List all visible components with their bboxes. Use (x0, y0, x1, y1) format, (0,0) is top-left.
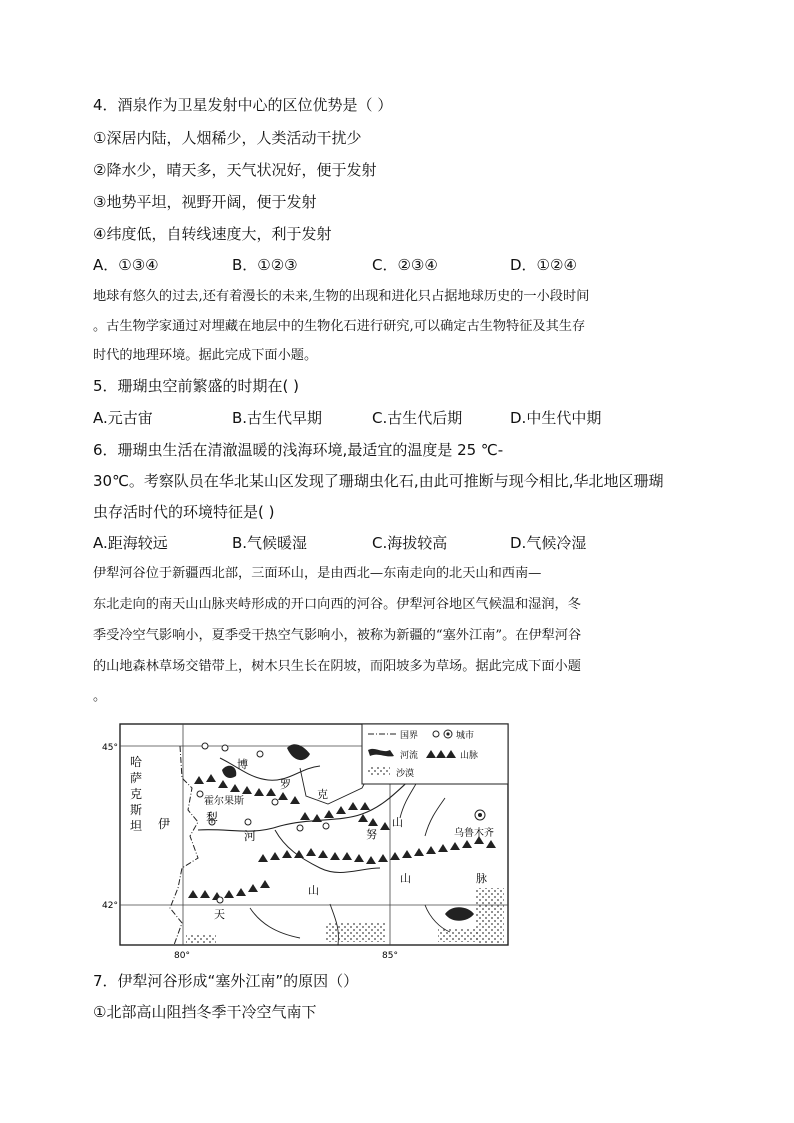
city-2 (222, 745, 228, 751)
label-shan-2: 山 (308, 884, 319, 897)
label-urumqi: 乌鲁木齐 (454, 828, 494, 839)
country-si: 斯 (130, 803, 143, 817)
river-south-2 (425, 905, 450, 932)
label-mai: 脉 (476, 872, 487, 885)
lon-85-label: 85° (382, 951, 398, 961)
q5-option-b: B.古生代早期 (232, 409, 323, 427)
legend-desert: 沙漠 (396, 769, 415, 779)
q7-item-1: ①北部高山阻挡冬季干冷空气南下 (93, 1003, 317, 1021)
map-legend (362, 724, 508, 784)
passage2-line-1: 伊犁河谷位于新疆西北部，三面环山，是由西北—东南走向的北天山和西南— (93, 566, 542, 581)
q6-line-2: 30℃。考察队员在华北某山区发现了珊瑚虫化石,由此可推断与现今相比,华北地区珊瑚 (93, 472, 664, 490)
q6-option-c: C.海拔较高 (372, 534, 448, 552)
q4-option-a: A．①③④ (93, 256, 159, 274)
city-urumqi-dot (478, 813, 482, 817)
q6-line-1: 6．珊瑚虫生活在清澈温暖的浅海环境,最适宜的温度是 25 ℃- (93, 441, 504, 459)
label-nu: 努 (366, 828, 377, 841)
legend-mountain: 山脉 (460, 751, 479, 761)
q5-option-c: C.古生代后期 (372, 409, 463, 427)
q4-item-4: ④纬度低，自转线速度大，利于发射 (93, 225, 332, 243)
q5-stem: 5．珊瑚虫空前繁盛的时期在( ) (93, 377, 300, 395)
city-7 (297, 825, 303, 831)
national-border (170, 746, 198, 945)
passage2-line-3: 季受冷空气影响小，夏季受干热空气影响小，被称为新疆的“塞外江南”。在伊犁河谷 (93, 628, 582, 643)
label-li: 犁 (206, 811, 219, 825)
q6-line-3: 虫存活时代的环境特征是( ) (93, 503, 275, 521)
q6-option-d: D.气候冷湿 (510, 534, 587, 552)
mountains-south-tianshan (188, 880, 270, 900)
lake-sayram-north (287, 744, 310, 760)
desert-patch-4 (186, 934, 216, 944)
q4-item-3: ③地势平坦，视野开阔，便于发射 (93, 193, 317, 211)
label-shan-3: 山 (400, 872, 411, 885)
q4-option-c: C．②③④ (372, 256, 438, 274)
label-shan-1: 山 (392, 816, 403, 829)
label-ke: 克 (317, 788, 328, 801)
desert-patch-3 (438, 928, 478, 942)
q5-option-a: A.元古宙 (93, 409, 153, 427)
desert-patch-1 (325, 922, 385, 942)
passage2-line-5: 。 (93, 689, 107, 704)
city-huoerguosi (197, 791, 203, 797)
legend-border: 国界 (400, 731, 419, 741)
lon-80-label: 80° (174, 951, 190, 961)
lake-bosten (445, 907, 474, 921)
label-he: 河 (244, 829, 257, 843)
mountains-tianshan-main (258, 836, 496, 864)
q4-option-d: D．①②④ (510, 256, 577, 274)
river-urumqi (425, 798, 445, 836)
city-5 (245, 819, 251, 825)
label-tian: 天 (214, 908, 225, 921)
q4-option-b: B．①②③ (232, 256, 298, 274)
country-tan: 坦 (130, 819, 143, 833)
city-8 (323, 823, 329, 829)
country-ha: 哈 (130, 755, 143, 769)
city-6 (272, 799, 278, 805)
yili-valley-map (100, 718, 520, 968)
label-yi: 伊 (158, 817, 171, 831)
river-south-3 (250, 908, 300, 938)
passage1-line-3: 时代的地理环境。据此完成下面小题。 (93, 348, 318, 363)
q4-stem: 4．酒泉作为卫星发射中心的区位优势是（ ） (93, 96, 393, 114)
city-1 (202, 743, 208, 749)
passage1-line-1: 地球有悠久的过去,还有着漫长的未来,生物的出现和进化只占据地球历史的一小段时间 (93, 289, 590, 304)
river-tekes (275, 830, 380, 872)
legend-city: 城市 (456, 731, 475, 741)
q6-option-a: A.距海较远 (93, 534, 168, 552)
label-bo: 博 (237, 758, 248, 771)
legend-river: 河流 (400, 751, 419, 761)
lake-sayram (222, 766, 236, 778)
q7-stem: 7．伊犁河谷形成“塞外江南”的原因（） (93, 972, 359, 990)
country-ke: 克 (130, 787, 143, 801)
label-luo: 罗 (280, 778, 291, 791)
q6-option-b: B.气候暖湿 (232, 534, 308, 552)
city-9 (217, 897, 223, 903)
city-3 (257, 751, 263, 757)
q4-item-2: ②降水少，晴天多，天气状况好，便于发射 (93, 161, 377, 179)
q4-item-1: ①深居内陆，人烟稀少，人类活动干扰少 (93, 129, 362, 147)
passage1-line-2: 。古生物学家通过对埋藏在地层中的生物化石进行研究,可以确定古生物特征及其生存 (93, 319, 586, 334)
label-huoerguosi: 霍尔果斯 (204, 796, 244, 807)
lat-42-label: 42° (102, 901, 118, 911)
desert-patch-2 (476, 888, 504, 943)
country-sa: 萨 (130, 771, 143, 785)
passage2-line-4: 的山地森林草场交错带上，树木只生长在阴坡，而阳坡多为草场。据此完成下面小题 (93, 659, 581, 674)
lat-45-label: 45° (102, 743, 118, 753)
passage2-line-2: 东北走向的南天山山脉夹峙形成的开口向西的河谷。伊犁河谷地区气候温和湿润，冬 (93, 597, 581, 612)
q5-option-d: D.中生代中期 (510, 409, 602, 427)
